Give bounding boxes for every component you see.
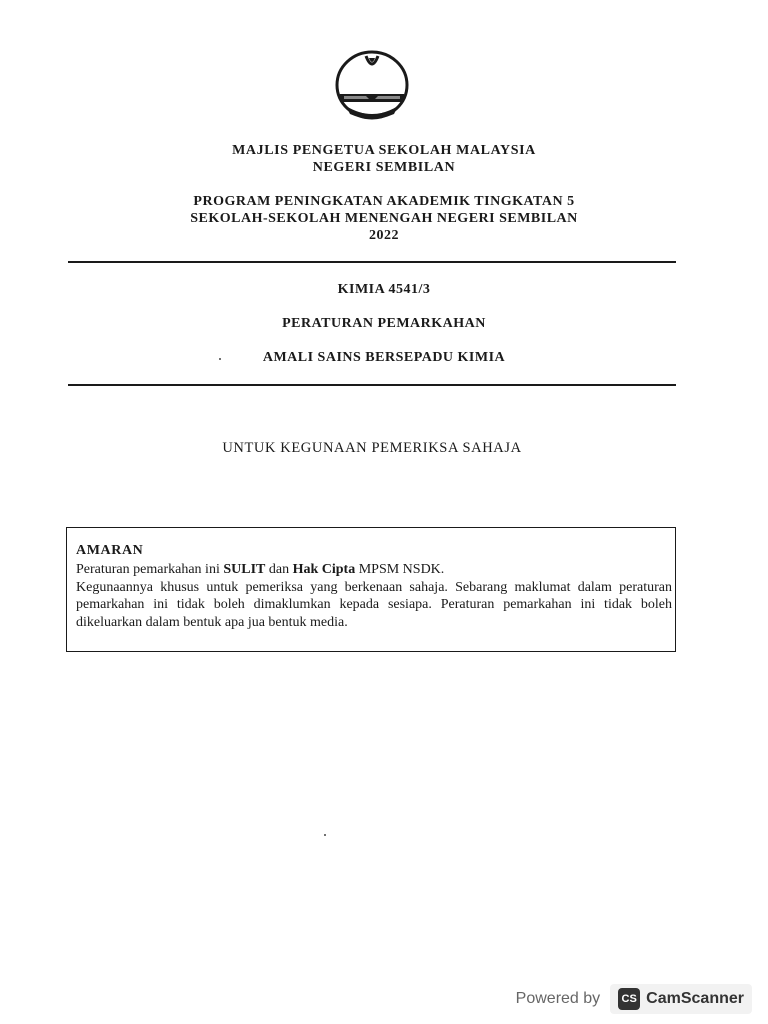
top-divider [68,261,676,263]
camscanner-badge [610,984,752,1014]
program-heading [0,193,768,244]
camscanner-icon: CS [618,988,640,1010]
warning-text [76,561,672,631]
powered-by-text: Powered by [515,990,601,1007]
subject-code: KIMIA 4541/3 [337,282,431,297]
warning-body: Kegunaannya khusus untuk pemeriksa yang berkenaan sahaja. Sebarang maklumat dalam peraturan pemarkahan ini tidak boleh dimaklumkan kepada sesiapa. Peraturan pemarkahan ini tidak boleh dikeluarkan dalam bentuk apa jua bentuk media. [76,579,672,630]
organisation-heading [0,142,768,176]
scheme-title: PERATURAN PEMARKAHAN [282,316,486,331]
warning-line-1: Peraturan pemarkahan ini SULIT dan Hak Cipta MPSM NSDK. [76,562,445,577]
program-line-2: SEKOLAH-SEKOLAH MENENGAH NEGERI SEMBILAN [190,211,578,226]
org-line-1: MAJLIS PENGETUA SEKOLAH MALAYSIA [232,143,536,158]
camscanner-watermark [516,984,752,1014]
org-line-2: NEGERI SEMBILAN [312,160,456,175]
mpsm-logo [334,50,412,122]
examiner-note: UNTUK KEGUNAAN PEMERIKSA SAHAJA [222,440,522,456]
svg-text:MPSM: MPSM [361,108,383,115]
warning-box [66,527,676,652]
camscanner-brand: CamScanner [646,990,744,1007]
bottom-divider [68,384,676,386]
paper-title: AMALI SAINS BERSEPADU KIMIA [262,350,506,365]
program-line-1: PROGRAM PENINGKATAN AKADEMIK TINGKATAN 5 [193,194,575,209]
program-year: 2022 [369,228,399,243]
warning-title: AMARAN [76,543,144,558]
speck [324,834,326,836]
